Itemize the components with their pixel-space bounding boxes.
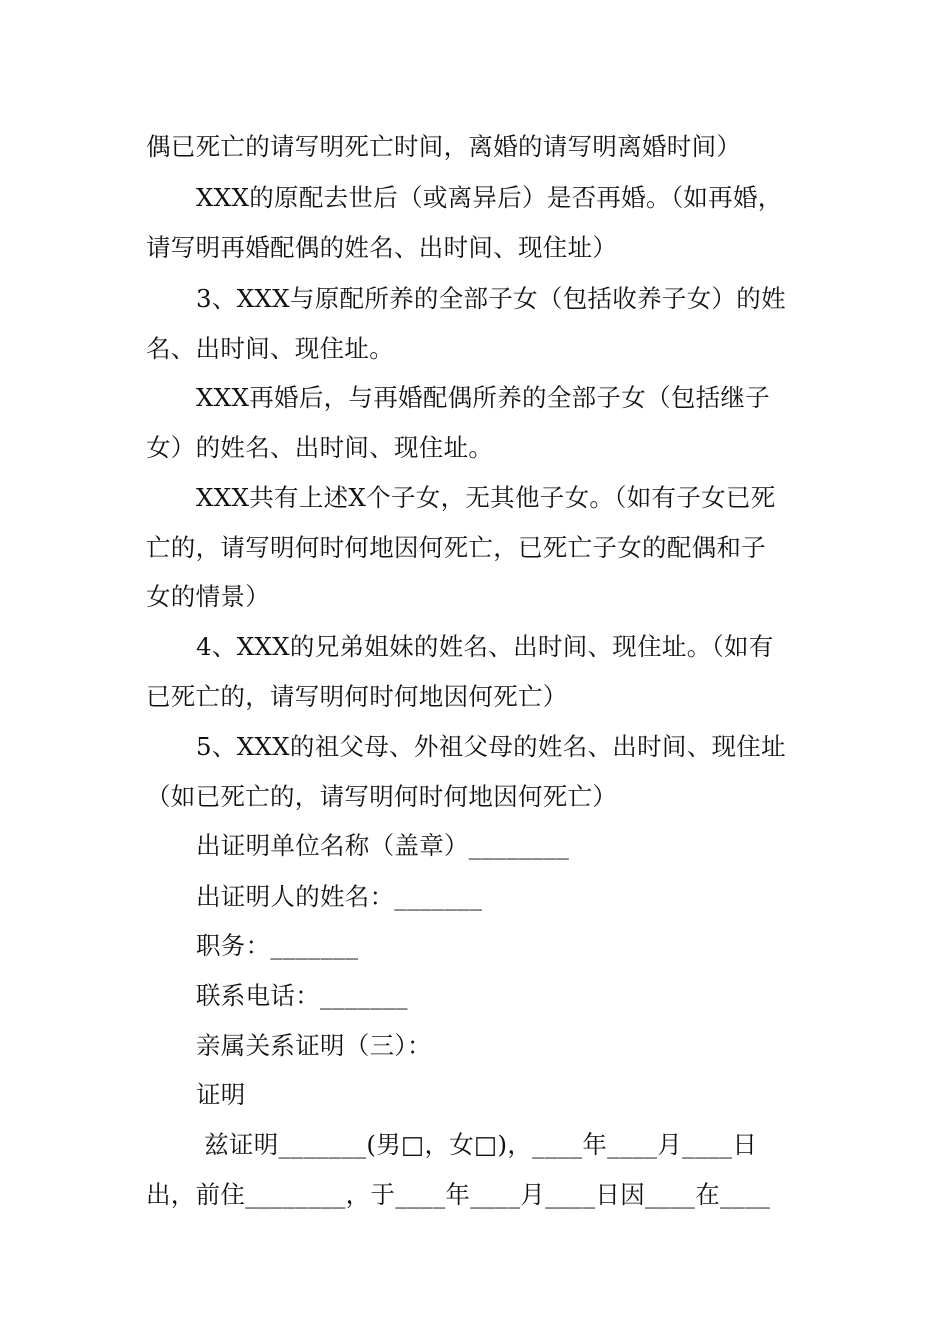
text-line: 亲属关系证明（三）： [196, 1031, 432, 1060]
text-line: 4、XXX的兄弟姐妹的姓名、出时间、现住址。（如有 [196, 632, 774, 661]
text-line: 已死亡的，请写明何时何地因何死亡） [146, 682, 568, 711]
text-line: 女）的姓名、出时间、现住址。 [146, 433, 494, 462]
text-line: 出证明人的姓名：_______ [196, 882, 483, 911]
text-line: XXX再婚后，与再婚配偶所养的全部子女（包括继子 [196, 383, 771, 412]
text-line: 女的情景） [146, 582, 270, 611]
text-line: XXX的原配去世后（或离异后）是否再婚。（如再婚， [196, 183, 783, 212]
text-line: （如已死亡的，请写明何时何地因何死亡） [146, 782, 618, 811]
text-line: 名、出时间、现住址。 [146, 334, 394, 363]
text-line: 亡的，请写明何时何地因何死亡，已死亡子女的配偶和子 [146, 533, 766, 562]
text-line: 偶已死亡的请写明死亡时间，离婚的请写明离婚时间） [146, 132, 742, 161]
text-line: XXX共有上述X个子女，无其他子女。（如有子女已死 [196, 483, 776, 512]
text-line: 3、XXX与原配所养的全部子女（包括收养子女）的姓 [196, 284, 786, 313]
text-line: 职务：_______ [196, 931, 359, 960]
text-line: 5、XXX的祖父母、外祖父母的姓名、出时间、现住址 [196, 732, 786, 761]
text-line: 证明 [196, 1080, 246, 1109]
text-line: 请写明再婚配偶的姓名、出时间、现住址） [146, 233, 618, 262]
text-line: 兹证明_______(男□，女□)，____年____月____日 [196, 1130, 758, 1159]
text-line: 出证明单位名称（盖章）________ [196, 831, 570, 860]
text-line: 联系电话：_______ [196, 981, 408, 1010]
text-line: 出，前住________，于____年____月____日因____在____ [146, 1180, 771, 1209]
